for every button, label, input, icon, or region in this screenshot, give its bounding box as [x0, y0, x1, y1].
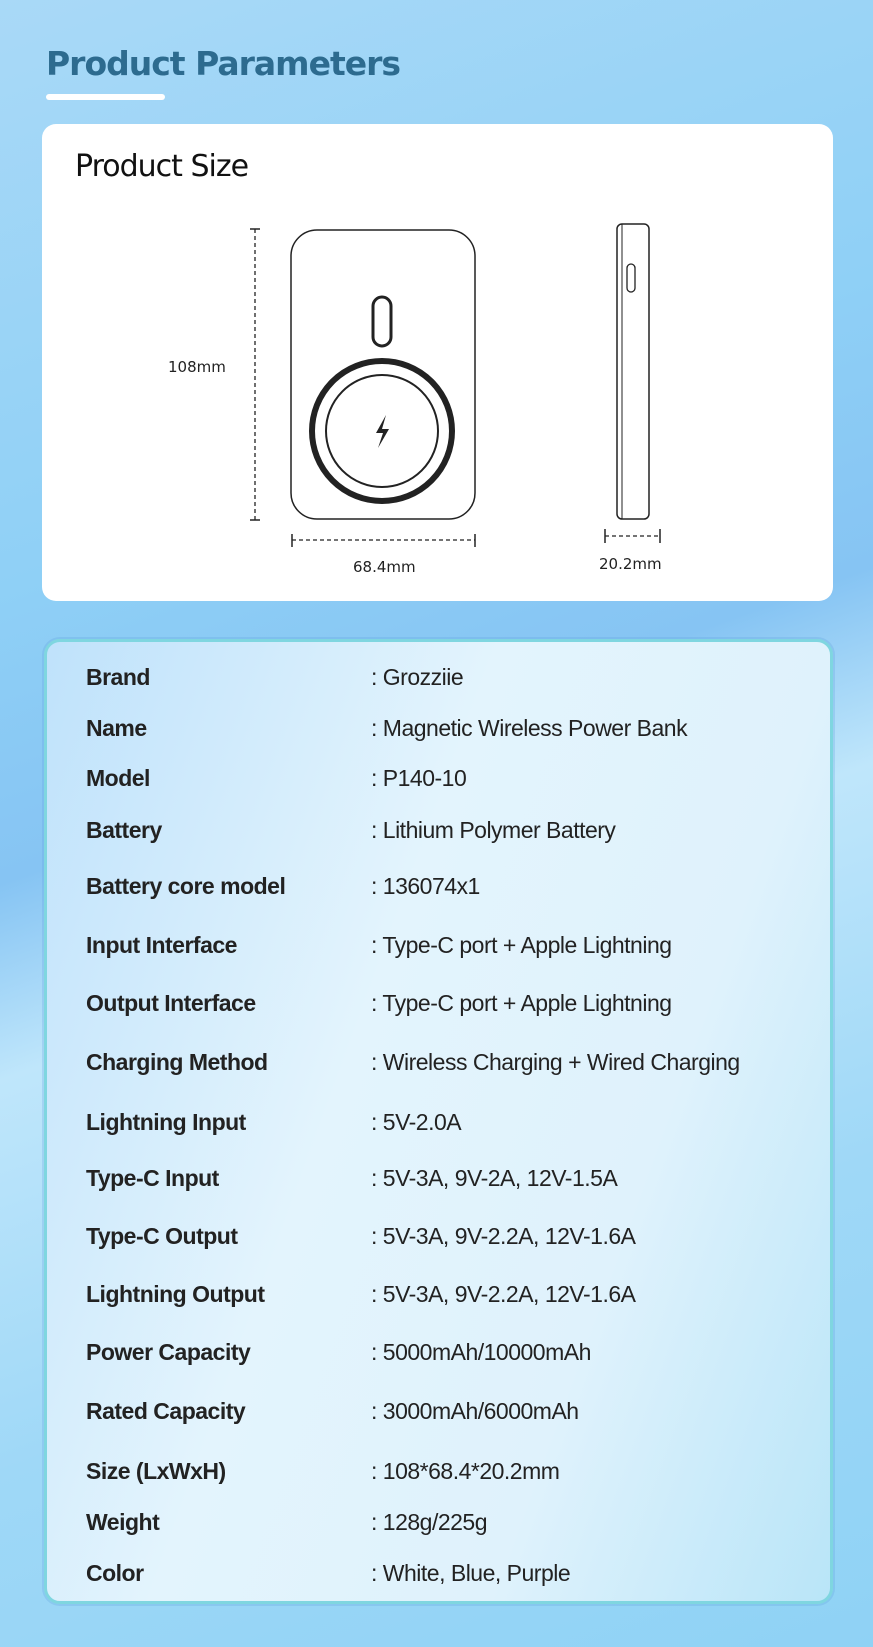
spec-label: Battery — [86, 817, 162, 843]
spec-value: : 108*68.4*20.2mm — [371, 1458, 560, 1484]
spec-row — [47, 873, 830, 903]
specifications-table — [44, 639, 833, 1604]
spec-value: : 136074x1 — [371, 873, 480, 899]
spec-row — [47, 715, 830, 745]
spec-label: Size (LxWxH) — [86, 1458, 226, 1484]
spec-row — [47, 1109, 830, 1139]
spec-label: Type-C Input — [86, 1165, 219, 1191]
spec-row — [47, 1509, 830, 1539]
spec-label: Rated Capacity — [86, 1398, 246, 1424]
thickness-label: 20.2mm — [599, 555, 662, 573]
spec-label: Output Interface — [86, 990, 256, 1016]
spec-value: : 5V-3A, 9V-2.2A, 12V-1.6A — [371, 1223, 636, 1249]
spec-label: Model — [86, 765, 150, 791]
spec-value: : P140-10 — [371, 765, 467, 791]
spec-value: : White, Blue, Purple — [371, 1560, 571, 1586]
spec-value: : 5V-2.0A — [371, 1109, 462, 1135]
spec-row — [47, 1560, 830, 1590]
spec-value: : Grozziie — [371, 664, 464, 690]
product-size-title: Product Size — [75, 149, 249, 184]
spec-value: : Type-C port + Apple Lightning — [371, 932, 672, 958]
spec-value: : Wireless Charging + Wired Charging — [371, 1049, 740, 1075]
product-size-card — [42, 124, 833, 601]
height-dimension-line — [250, 229, 260, 520]
width-label: 68.4mm — [353, 558, 416, 576]
spec-row — [47, 1223, 830, 1253]
spec-label: Battery core model — [86, 873, 286, 899]
page-title: Product Parameters — [46, 44, 401, 83]
spec-value: : Type-C port + Apple Lightning — [371, 990, 672, 1016]
spec-row — [47, 1165, 830, 1195]
spec-label: Lightning Input — [86, 1109, 246, 1135]
spec-row — [47, 1398, 830, 1428]
spec-label: Weight — [86, 1509, 160, 1535]
spec-label: Color — [86, 1560, 144, 1586]
spec-row — [47, 817, 830, 847]
title-underline — [46, 94, 165, 100]
spec-row — [47, 664, 830, 694]
spec-label: Brand — [86, 664, 150, 690]
lightning-icon — [376, 415, 389, 448]
spec-row — [47, 1281, 830, 1311]
height-label: 108mm — [168, 358, 226, 376]
spec-label: Name — [86, 715, 147, 741]
width-dimension-line — [292, 534, 475, 547]
spec-row — [47, 990, 830, 1020]
spec-row — [47, 932, 830, 962]
spec-label: Power Capacity — [86, 1339, 251, 1365]
spec-value: : Magnetic Wireless Power Bank — [371, 715, 688, 741]
spec-value: : Lithium Polymer Battery — [371, 817, 616, 843]
spec-value: : 5000mAh/10000mAh — [371, 1339, 591, 1365]
spec-value: : 5V-3A, 9V-2.2A, 12V-1.6A — [371, 1281, 636, 1307]
spec-label: Charging Method — [86, 1049, 268, 1075]
spec-row — [47, 1049, 830, 1079]
spec-row — [47, 1458, 830, 1488]
port-icon — [627, 264, 635, 292]
spec-row — [47, 765, 830, 795]
spec-label: Input Interface — [86, 932, 237, 958]
power-bank-diagram — [42, 124, 833, 601]
thickness-dimension-line — [605, 529, 660, 543]
spec-value: : 5V-3A, 9V-2A, 12V-1.5A — [371, 1165, 618, 1191]
spec-label: Type-C Output — [86, 1223, 238, 1249]
spec-label: Lightning Output — [86, 1281, 265, 1307]
spec-value: : 3000mAh/6000mAh — [371, 1398, 579, 1424]
spec-value: : 128g/225g — [371, 1509, 488, 1535]
spec-row — [47, 1339, 830, 1369]
